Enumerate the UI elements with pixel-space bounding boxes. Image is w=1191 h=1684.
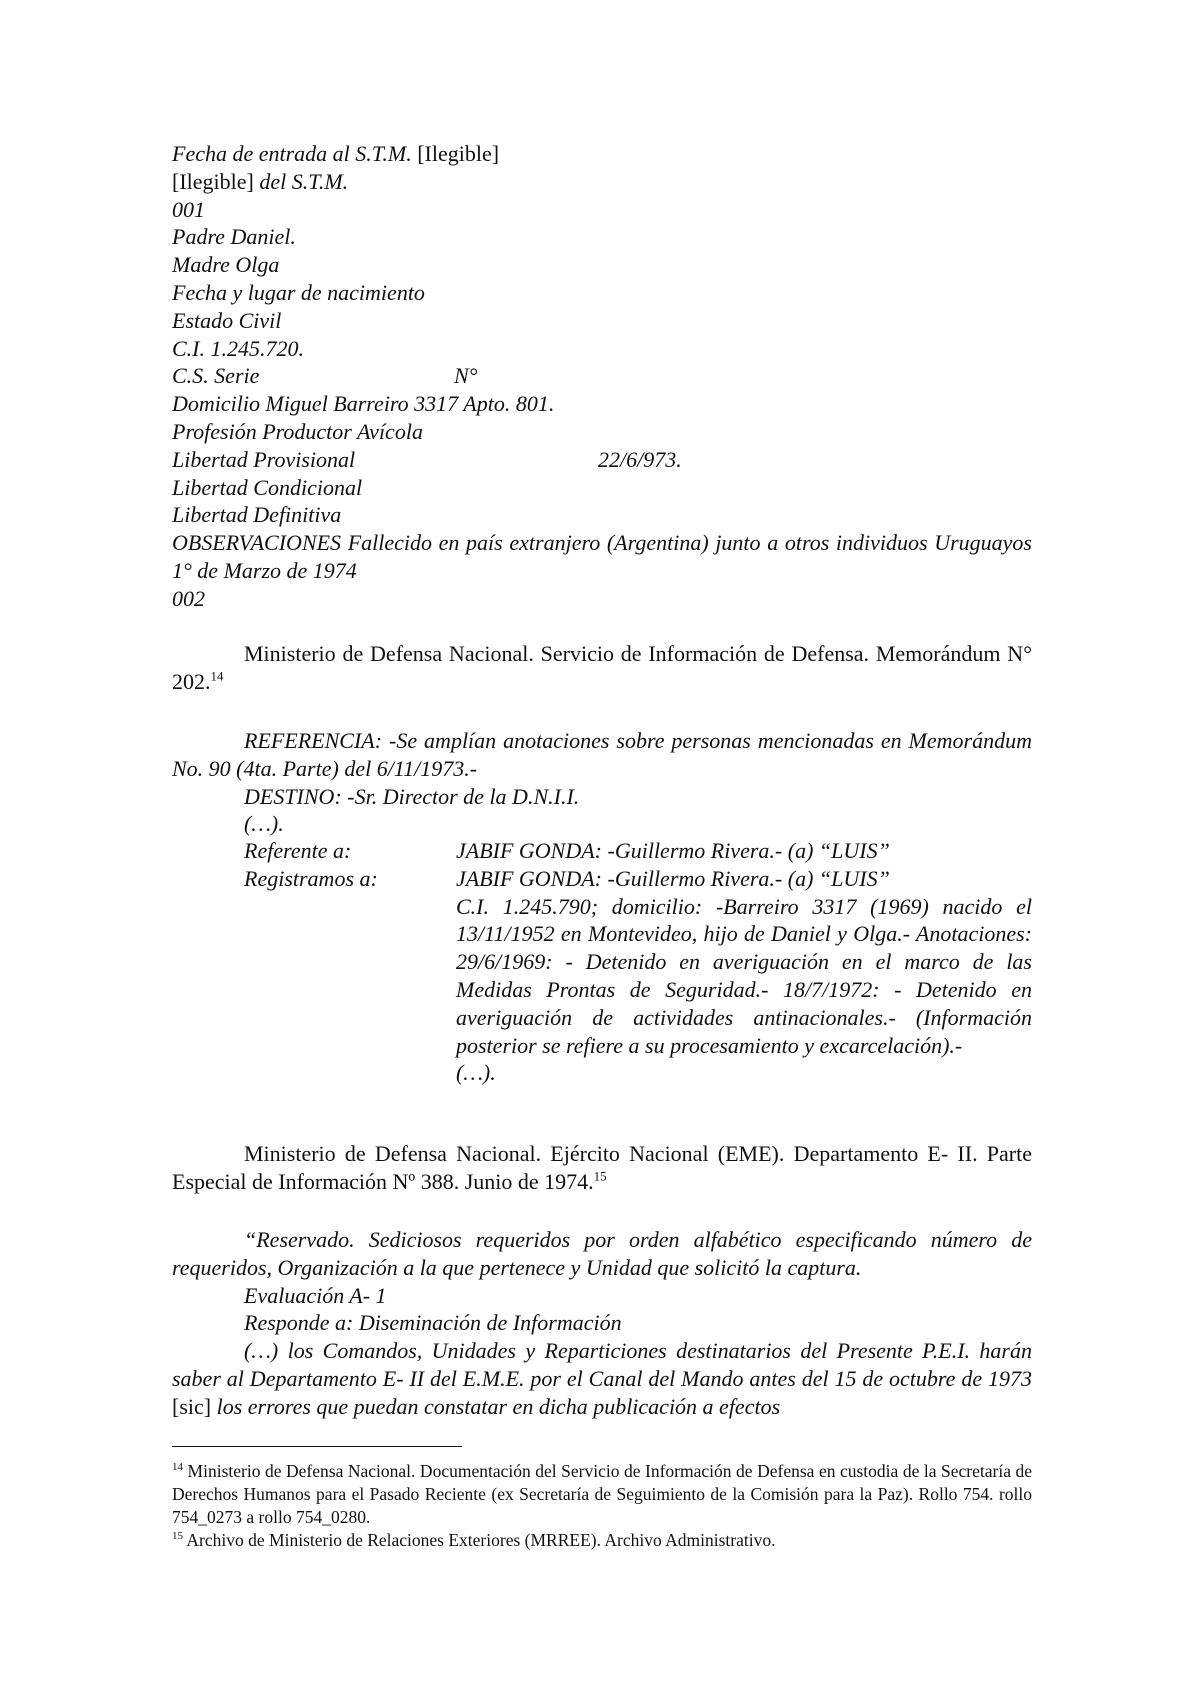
illegible-mark: [Ilegible]	[417, 141, 500, 166]
card-observations: OBSERVACIONES Fallecido en país extranjero (Argentina) junto a otros individuos Uruguayos 1° de Marzo de 1974	[172, 530, 1032, 583]
card-text: C.S. Serie	[172, 363, 260, 389]
memo-destino: DESTINO: -Sr. Director de la D.N.I.I.	[244, 783, 580, 809]
footnote-number: 15	[172, 1530, 183, 1543]
card-line-illegible	[172, 168, 1032, 196]
card-line-address: Domicilio Miguel Barreiro 3317 Apto. 801.	[172, 391, 555, 417]
card-line-civil-status: Estado Civil	[172, 307, 282, 333]
footnote-number: 14	[172, 1461, 183, 1474]
card-text: del S.T.M.	[259, 168, 349, 194]
memo-ellipsis: (…).	[244, 811, 284, 837]
card-line-ci: C.I. 1.245.720.	[172, 335, 304, 361]
registry-row-referente	[244, 837, 1032, 865]
registry-table	[244, 837, 1032, 1087]
illegible-mark: [Ilegible]	[172, 168, 254, 194]
registry-value: JABIF GONDA: -Guillermo Rivera.- (a) “LUIS”	[456, 838, 890, 863]
card-line-provisional	[172, 446, 1032, 474]
memo2-paragraph-reservado: “Reservado. Sediciosos requeridos por orden alfabético especificando número de requeridos, Organización a la que pertenece y Unidad que solicitó la captura.	[172, 1227, 1032, 1280]
memo2-paragraph-comandos	[172, 1337, 1032, 1420]
footnote-ref: 15	[593, 1168, 607, 1184]
record-card	[172, 140, 1032, 613]
card-line-number: 001	[172, 196, 205, 222]
footnote-text: Ministerio de Defensa Nacional. Documentación del Servicio de Información de Defensa en custodia de la Secretaría de Derechos Humanos para el Pasado Reciente (ex Secretaría de Seguimiento de la Comisión para la Paz). Rollo 754. rollo 754_0273 a rollo 754_0280.	[172, 1461, 1033, 1527]
footnote-15	[172, 1529, 1032, 1552]
registry-detail: C.I. 1.245.790; domicilio: -Barreiro 3317 (1969) nacido el 13/11/1952 en Montevideo, hijo de Daniel y Olga.- Anotaciones: 29/6/1969: - Detenido en averiguación en el marco de las Medidas Prontas de Seguridad.- 18/7/1972: - Detenido en averiguación de actividades antinacionales.- (Información posterior se refiere a su procesamiento y excarcelación).-	[456, 893, 1032, 1058]
heading-text: Ministerio de Defensa Nacional. Ejército Nacional (EME). Departamento E- II. Parte Especial de Información Nº 388. Junio de 1974.	[172, 1141, 1032, 1194]
registry-value: JABIF GONDA: -Guillermo Rivera.- (a) “LUIS”	[456, 865, 890, 891]
card-date: 22/6/973.	[598, 446, 682, 472]
card-line-birth: Fecha y lugar de nacimiento	[172, 279, 425, 305]
registry-label: Registramos a:	[244, 865, 378, 891]
card-line-father: Padre Daniel.	[172, 224, 296, 250]
registry-row-registramos	[244, 865, 1032, 893]
card-line-cs-serie	[172, 362, 1032, 390]
memo-heading-202	[172, 640, 1032, 696]
registry-label: Referente a:	[244, 838, 352, 863]
sic-mark: [sic]	[172, 1393, 212, 1419]
footnote-14	[172, 1460, 1032, 1529]
body-text: (…) los Comandos, Unidades y Reparticiones destinatarios del Presente P.E.I. harán saber al Departamento E- II del E.M.E. por el Canal del Mando antes del 15 de octubre de 1973	[172, 1338, 1032, 1391]
footnote-ref: 14	[210, 668, 224, 684]
card-text: Libertad Provisional	[172, 446, 356, 472]
memo2-evaluacion: Evaluación A- 1	[244, 1282, 387, 1308]
footnote-divider	[172, 1446, 462, 1447]
card-line-profession: Profesión Productor Avícola	[172, 418, 423, 444]
card-line-definitive: Libertad Definitiva	[172, 502, 342, 528]
card-line-entry-date	[172, 140, 1032, 168]
body-text: los errores que puedan constatar en dicha publicación a efectos	[216, 1393, 781, 1419]
registry-ellipsis: (…).	[456, 1060, 496, 1086]
card-line-002: 002	[172, 585, 205, 611]
memo2-responde: Responde a: Diseminación de Información	[244, 1310, 622, 1336]
card-line-mother: Madre Olga	[172, 252, 280, 278]
footnote-text: Archivo de Ministerio de Relaciones Exteriores (MRREE). Archivo Administrativo.	[186, 1530, 776, 1550]
memo-heading-388	[172, 1140, 1032, 1196]
memo-referencia: REFERENCIA: -Se amplían anotaciones sobre personas mencionadas en Memorándum No. 90 (4ta. Parte) del 6/11/1973.-	[172, 728, 1032, 781]
heading-text: Ministerio de Defensa Nacional. Servicio de Información de Defensa. Memorándum N° 202.	[172, 641, 1032, 694]
card-text: N°	[454, 363, 478, 389]
card-text: Fecha de entrada al S.T.M.	[172, 141, 412, 166]
card-line-conditional: Libertad Condicional	[172, 474, 363, 500]
